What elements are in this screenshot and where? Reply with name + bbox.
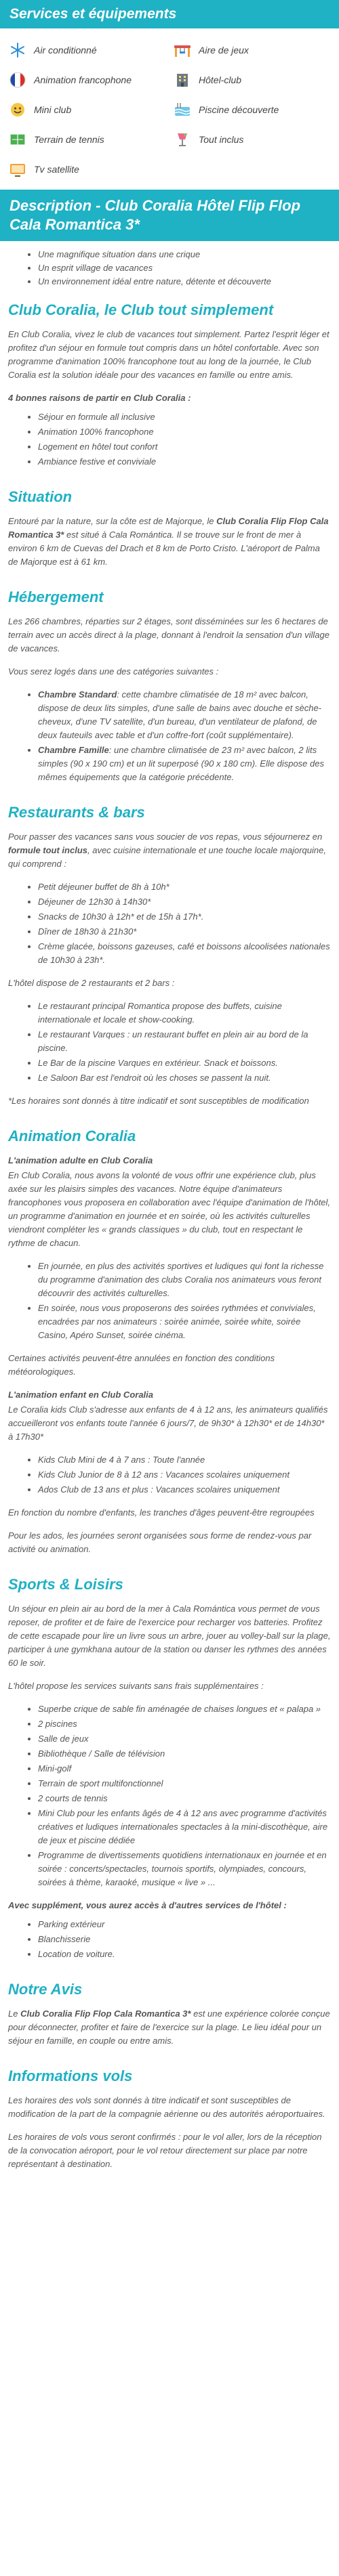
services-title: Services et équipements	[0, 0, 339, 28]
avis-text-a: Le	[8, 2009, 21, 2019]
service-tv	[8, 160, 331, 179]
sports-paid-title: Avec supplément, vous aurez accès à d'autres services de l'hôtel :	[8, 1900, 287, 1910]
list-item: • Ados Club de 13 ans et plus : Vacances scolaires uniquement	[38, 1483, 331, 1497]
content	[0, 248, 339, 2208]
service-label: Animation francophone	[34, 74, 132, 85]
list-item: • Kids Club Mini de 4 à 7 ans : Toute l'année	[38, 1453, 331, 1467]
list-item: • Blanchisserie	[38, 1933, 331, 1946]
animation-kids-title: L'animation enfant en Club Coralia	[8, 1390, 153, 1400]
animation-kids-list	[8, 1453, 331, 1497]
service-pool	[173, 100, 331, 119]
situation-title: Situation	[8, 488, 73, 505]
tv-icon	[8, 160, 27, 179]
room-category-name: Chambre Famille	[38, 745, 109, 755]
avis-text-c: est une expérience colorée conçue pour déconnecter, profiter et faire de l'exercice sur la plage. Le lieu idéal pour un séjour en famille, en couple ou entre amis.	[8, 2009, 330, 2046]
all-inclusive-icon	[173, 130, 192, 149]
snowflake-icon	[8, 41, 27, 60]
list-item: • 2 courts de tennis	[38, 1792, 331, 1805]
avis-title: Notre Avis	[8, 1981, 83, 1998]
club-reasons-list	[8, 410, 331, 469]
avis-text	[8, 2007, 331, 2048]
situation-text	[8, 515, 331, 569]
list-item: • Une magnifique situation dans une crique	[38, 248, 331, 261]
service-label: Mini club	[34, 104, 72, 115]
list-item: • 2 piscines	[38, 1717, 331, 1731]
list-item: • Salle de jeux	[38, 1732, 331, 1746]
restaurants-intro	[8, 830, 331, 871]
tennis-icon	[8, 130, 27, 149]
room-category-name: Chambre Standard	[38, 689, 117, 700]
description-highlights	[8, 248, 331, 288]
list-item: • Un esprit village de vacances	[38, 261, 331, 275]
animation-weather-note: Certaines activités peuvent-être annulées en fonction des conditions météorologiques.	[8, 1353, 275, 1377]
list-item: • Déjeuner de 12h30 à 14h30*	[38, 895, 331, 909]
sports-free-title: L'hôtel propose les services suivants sans frais supplémentaires :	[8, 1681, 264, 1691]
list-item: • Location de voiture.	[38, 1948, 331, 1961]
animation-kids-text: Le Coralia kids Club s'adresse aux enfants de 4 à 12 ans, les animateurs qualifiés accueilleront vos enfants toute l'année 6 jours/7, de 9h30* à 12h30* et de 14h30* à 17h30*	[8, 1404, 328, 1442]
restaurants-intro-c: , avec cuisine internationale et une touche locale majorquine, qui comprend :	[8, 845, 326, 869]
pool-icon	[173, 100, 192, 119]
list-item: • En soirée, nous vous proposerons des soirées rythmées et conviviales, encadrées par nos animateurs : soirée animée, soirée white, soirée Casino, Apéro Sunset, soirée cinéma.	[38, 1302, 331, 1342]
list-item: • Animation 100% francophone	[38, 425, 331, 439]
service-all-inclusive	[173, 130, 331, 149]
list-item: • En journée, en plus des activités sportives et ludiques qui font la richesse du programme d'animation des clubs Coralia nos animateurs vous feront découvrir des activités culturelles.	[38, 1260, 331, 1300]
hotel-icon	[173, 70, 192, 89]
infos-text-2: Les horaires de vols vous seront confirmés : pour le vol aller, lors de la réception de la convocation aéroport, pour le vol retour directement sur place par notre représentant à destination.	[8, 2132, 322, 2169]
list-item: • Séjour en formule all inclusive	[38, 410, 331, 424]
list-item: • Mini Club pour les enfants âgés de 4 à 12 ans avec programme d'activités créatives et ludiques internationales spectacles à la mini-discothèque, aire de jeux et piscine dédiée	[38, 1807, 331, 1847]
room-category-standard	[38, 688, 331, 742]
service-label: Aire de jeux	[199, 45, 249, 56]
restaurants-outlets-title: L'hôtel dispose de 2 restaurants et 2 bars :	[8, 978, 175, 988]
list-item: • Crème glacée, boissons gazeuses, café et boissons alcoolisées nationales de 10h30 à 23h*.	[38, 940, 331, 967]
list-item: • Le restaurant principal Romantica propose des buffets, cuisine internationale et locale et show-cooking.	[38, 1000, 331, 1027]
animation-title: Animation Coralia	[8, 1128, 136, 1144]
list-item: • Petit déjeuner buffet de 8h à 10h*	[38, 880, 331, 894]
room-categories	[8, 688, 331, 784]
animation-adult-title: L'animation adulte en Club Coralia	[8, 1155, 153, 1165]
restaurants-note: *Les horaires sont donnés à titre indicatif et sont susceptibles de modification	[8, 1096, 309, 1106]
club-intro: En Club Coralia, vivez le club de vacances tout simplement. Partez l'esprit léger et profitez d'un séjour en formule tout compris dans un hôtel confortable. Avec son programme d'animation 100% francophone tout au long de la journée, le Club Coralia est la solution idéale pour des vacances en famille ou entre amis.	[8, 329, 330, 380]
list-item: • Parking extérieur	[38, 1918, 331, 1931]
service-mini-club	[8, 100, 166, 119]
service-air-conditioning	[8, 41, 166, 60]
sports-intro: Un séjour en plein air au bord de la mer à Cala Romántica vous permet de vous reposer, de profiter et de faire de l'exercice pour recharger vos batteries. Profitez de cette escapade pour lire un livre sous un arbre, jouer au volley-ball sur la plage, participer à une gymkhana autour de la station ou danser les rythmes des années 60 le soir.	[8, 1604, 331, 1668]
hotel-name: Club Coralia Flip Flop Cala Romantica 3*	[20, 2009, 191, 2019]
service-label: Air conditionné	[34, 45, 97, 56]
mini-club-icon	[8, 100, 27, 119]
list-item: • Bibliothèque / Salle de télévision	[38, 1747, 331, 1761]
playground-icon	[173, 41, 192, 60]
hotel-name: Club Coralia Flip Flop Cala Romantica 3*	[8, 516, 329, 540]
list-item: • Mini-golf	[38, 1762, 331, 1776]
list-item: • Ambiance festive et conviviale	[38, 455, 331, 469]
infos-title: Informations vols	[8, 2067, 133, 2084]
restaurants-title: Restaurants & bars	[8, 804, 145, 821]
club-reasons-title: 4 bonnes raisons de partir en Club Coralia :	[8, 393, 191, 403]
room-category-text: : une chambre climatisée de 23 m² avec balcon, 2 lits simples (90 x 190 cm) et un lit superposé (90 x 180 cm). Elle dispose des mêmes équipements que la catégorie précédente.	[38, 745, 324, 782]
service-french-animation	[8, 70, 166, 89]
sports-paid-list	[8, 1918, 331, 1961]
list-item: • Le restaurant Varques : un restaurant buffet en plein air au bord de la piscine.	[38, 1028, 331, 1055]
formula-name: formule tout inclus	[8, 845, 87, 855]
services-grid	[0, 28, 339, 190]
animation-adult-text: En Club Coralia, nous avons la volonté de vous offrir une expérience club, plus axée sur les plaisirs simples des vacances. Notre équipe d'animateurs francophones vous proposera en collaboration avec l'équipe d'animation de l'hôtel, un programme d'animation en journée et en soirée, où les activités culturelles viendront compléter les « grands classiques » du club, tout en respectant le rythme de chacun.	[8, 1170, 331, 1248]
animation-adult-list	[8, 1260, 331, 1342]
list-item: • Le Bar de la piscine Varques en extérieur. Snack et boissons.	[38, 1056, 331, 1070]
animation-kids-note: En fonction du nombre d'enfants, les tranches d'âges peuvent-être regroupées	[8, 1507, 315, 1518]
list-item: • Le Saloon Bar est l'endroit où les choses se passent la nuit.	[38, 1071, 331, 1085]
french-flag-icon	[8, 70, 27, 89]
service-tennis	[8, 130, 166, 149]
list-item: • Terrain de sport multifonctionnel	[38, 1777, 331, 1790]
description-title: Description - Club Coralia Hôtel Flip Flop Cala Romantica 3*	[0, 190, 339, 241]
situation-text-a: Entouré par la nature, sur la côte est de Majorque, le	[8, 516, 217, 526]
service-label: Terrain de tennis	[34, 134, 104, 145]
infos-text-1: Les horaires des vols sont donnés à titre indicatif et sont susceptibles de modification de la part de la compagnie aérienne ou des autorités aéroportuaires.	[8, 2095, 325, 2119]
hebergement-text: Les 266 chambres, réparties sur 2 étages, sont disséminées sur les 6 hectares de terrain avec un accès direct à la plage, donnant à l'endroit la sensation d'un village de vacances.	[8, 616, 330, 653]
room-category-text: : cette chambre climatisée de 18 m² avec balcon, dispose de deux lits simples, d'une salle de bains avec douche et sèche-cheveux, d'une TV satellite, d'un bureau, d'un ventilateur de plafond, de deux fauteuils avec table et d'un coffre-fort (coût supplémentaire).	[38, 689, 322, 740]
list-item: • Dîner de 18h30 à 21h30*	[38, 925, 331, 939]
club-title: Club Coralia, le Club tout simplement	[8, 301, 274, 318]
list-item: • Un environnement idéal entre nature, détente et découverte	[38, 275, 331, 288]
service-hotel-club	[173, 70, 331, 89]
animation-schedule-note: Pour les ados, les journées seront organisées sous forme de rendez-vous par activité ou animation.	[8, 1530, 312, 1554]
sports-free-list	[8, 1702, 331, 1889]
service-label: Tout inclus	[199, 134, 244, 145]
list-item: • Superbe crique de sable fin aménagée de chaises longues et « palapa »	[38, 1702, 331, 1716]
list-item: • Logement en hôtel tout confort	[38, 440, 331, 454]
list-item: • Kids Club Junior de 8 à 12 ans : Vacances scolaires uniquement	[38, 1468, 331, 1482]
restaurants-intro-a: Pour passer des vacances sans vous soucier de vos repas, vous séjournerez en	[8, 832, 323, 842]
service-playground	[173, 41, 331, 60]
restaurant-outlets-list	[8, 1000, 331, 1085]
list-item: • Snacks de 10h30 à 12h* et de 15h à 17h*.	[38, 910, 331, 924]
service-label: Hôtel-club	[199, 74, 242, 85]
situation-text-c: est situé à Cala Romántica. Il se trouve sur le front de mer à environ 6 km de Cuevas del Drach et 8 km de Porto Cristo. L'aéroport de Palma de Majorque est à 61 km.	[8, 530, 320, 567]
sports-title: Sports & Loisirs	[8, 1576, 123, 1593]
list-item: • Programme de divertissements quotidiens internationaux en journée et en soirée : concerts/spectacles, tournois sportifs, olympiades, concours, soirées à thème, karaoké, musique « live » ...	[38, 1849, 331, 1889]
hebergement-categories-title: Vous serez logés dans une des catégories suivantes :	[8, 666, 219, 677]
room-category-family	[38, 744, 331, 784]
service-label: Piscine découverte	[199, 104, 279, 115]
hebergement-title: Hébergement	[8, 588, 104, 605]
service-label: Tv satellite	[34, 164, 79, 175]
meal-schedule-list	[8, 880, 331, 967]
